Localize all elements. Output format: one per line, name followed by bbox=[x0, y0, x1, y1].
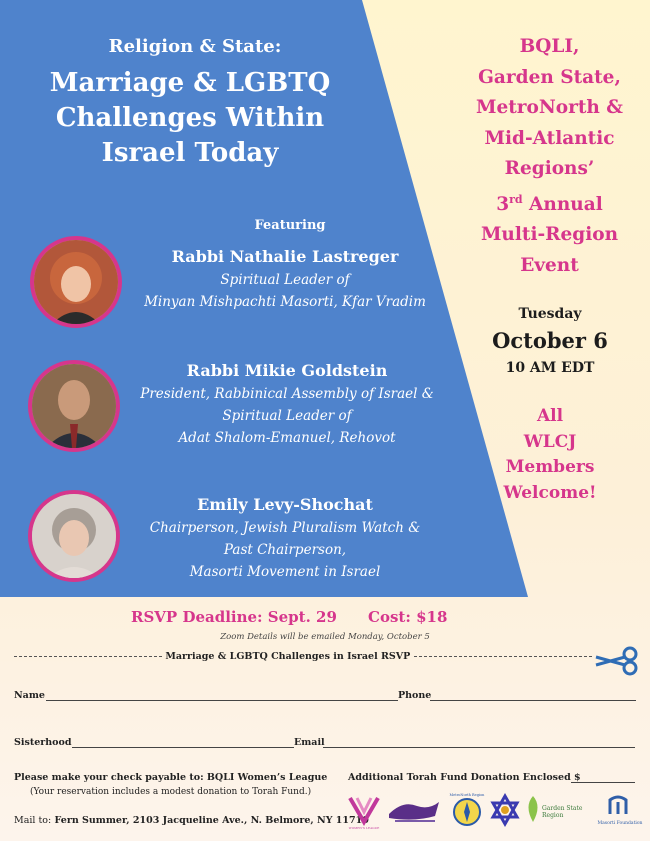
womens-league-text: WOMEN'S LEAGUE bbox=[348, 826, 380, 830]
sisterhood-label: Sisterhood bbox=[14, 737, 72, 748]
rsvp-form-title: Marriage & LGBTQ Challenges in Israel RSVP bbox=[165, 651, 411, 662]
reservation-note: (Your reservation includes a modest donation to Torah Fund.) bbox=[30, 787, 312, 797]
speaker-1-portrait bbox=[34, 240, 118, 324]
speaker-2-role-1: President, Rabbinical Assembly of Israel & bbox=[140, 386, 434, 402]
email-label: Email bbox=[294, 737, 325, 748]
welcome-line-1: All bbox=[536, 406, 564, 426]
metronorth-text: MetroNorth Region bbox=[449, 793, 485, 797]
metronorth-logo bbox=[449, 792, 485, 828]
rsvp-cost: Cost: $18 bbox=[368, 608, 448, 626]
event-line-4: Mid-Atlantic bbox=[484, 127, 615, 149]
mail-address: Fern Summer, 2103 Jacqueline Ave., N. Belmore, NY 11710 bbox=[54, 815, 369, 826]
speaker-3-role-3: Masorti Movement in Israel bbox=[189, 564, 381, 580]
speaker-3-role-2: Past Chairperson, bbox=[223, 542, 347, 558]
speaker-2-photo bbox=[28, 360, 120, 452]
welcome-line-4: Welcome! bbox=[503, 482, 597, 503]
speaker-3 bbox=[130, 495, 440, 583]
cut-line bbox=[14, 651, 594, 662]
speaker-2-portrait bbox=[32, 364, 116, 448]
event-ordinal-suffix: rd bbox=[509, 192, 523, 206]
bqli-logo bbox=[385, 792, 441, 828]
garden-state-logo-text: Garden State Region bbox=[542, 805, 583, 819]
event-line-3: MetroNorth & bbox=[475, 97, 623, 118]
name-field[interactable] bbox=[46, 700, 398, 701]
welcome-line-3: Members bbox=[505, 457, 595, 477]
welcome-line-2: WLCJ bbox=[523, 431, 577, 452]
event-line-2: Garden State, bbox=[478, 66, 621, 88]
sisterhood-field[interactable] bbox=[72, 747, 294, 748]
title-line-1: Marriage & LGBTQ bbox=[49, 68, 331, 98]
speaker-1-role-2: Minyan Mishpachti Masorti, Kfar Vradim bbox=[144, 294, 426, 310]
cut-dash-left bbox=[14, 656, 162, 657]
rsvp-deadline: RSVP Deadline: Sept. 29 bbox=[131, 608, 337, 626]
welcome-message bbox=[480, 404, 620, 506]
featuring-label: Featuring bbox=[254, 218, 326, 233]
phone-label: Phone bbox=[398, 690, 432, 701]
womens-league-logo bbox=[347, 792, 381, 828]
speaker-2-role-2: Spiritual Leader of bbox=[222, 408, 352, 424]
speaker-3-portrait bbox=[32, 494, 116, 578]
donation-label: Additional Torah Fund Donation Enclosed $ bbox=[348, 772, 581, 783]
speaker-1 bbox=[130, 247, 440, 313]
event-annual: Annual bbox=[522, 193, 603, 215]
star-of-david-icon bbox=[488, 792, 522, 828]
speaker-1-role-1: Spiritual Leader of bbox=[220, 272, 350, 288]
title-line-3: Israel Today bbox=[101, 138, 279, 168]
page-title bbox=[30, 66, 350, 171]
event-time: 10 AM EDT bbox=[505, 360, 595, 376]
garden-state-leaf-icon bbox=[524, 792, 542, 828]
speaker-2-role-3: Adat Shalom-Emanuel, Rehovot bbox=[178, 430, 396, 446]
event-day: Tuesday bbox=[518, 306, 582, 322]
speaker-3-role-1: Chairperson, Jewish Pluralism Watch & bbox=[149, 520, 421, 536]
email-field[interactable] bbox=[323, 747, 635, 748]
zoom-note: Zoom Details will be emailed Monday, October 5 bbox=[220, 632, 430, 642]
name-label: Name bbox=[14, 690, 45, 701]
event-ordinal: 3 bbox=[496, 193, 510, 215]
check-note: Please make your check payable to: BQLI Women’s League bbox=[14, 772, 328, 783]
phone-field[interactable] bbox=[430, 700, 636, 701]
speaker-3-photo bbox=[28, 490, 120, 582]
event-line-7: Multi-Region bbox=[480, 224, 619, 246]
event-date: October 6 bbox=[492, 328, 608, 353]
title-subtitle: Religion & State: bbox=[108, 36, 282, 57]
donation-field[interactable] bbox=[571, 782, 635, 783]
event-heading bbox=[462, 32, 637, 281]
title-line-2: Challenges Within bbox=[55, 103, 325, 133]
speaker-2 bbox=[126, 361, 448, 449]
speaker-1-name: Rabbi Nathalie Lastreger bbox=[171, 247, 399, 266]
mail-label: Mail to: bbox=[14, 815, 52, 826]
masorti-foundation-text: Masorti Foundation bbox=[597, 821, 643, 826]
scissors-icon bbox=[594, 645, 640, 677]
mail-to bbox=[14, 815, 369, 826]
event-line-5: Regions’ bbox=[504, 158, 595, 179]
event-line-6 bbox=[462, 185, 637, 221]
cut-dash-right bbox=[414, 656, 592, 657]
speaker-3-name: Emily Levy-Shochat bbox=[197, 495, 373, 514]
event-line-1: BQLI, bbox=[519, 36, 580, 57]
event-line-8: Event bbox=[520, 254, 579, 276]
speaker-2-name: Rabbi Mikie Goldstein bbox=[186, 361, 388, 380]
speaker-1-photo bbox=[30, 236, 122, 328]
